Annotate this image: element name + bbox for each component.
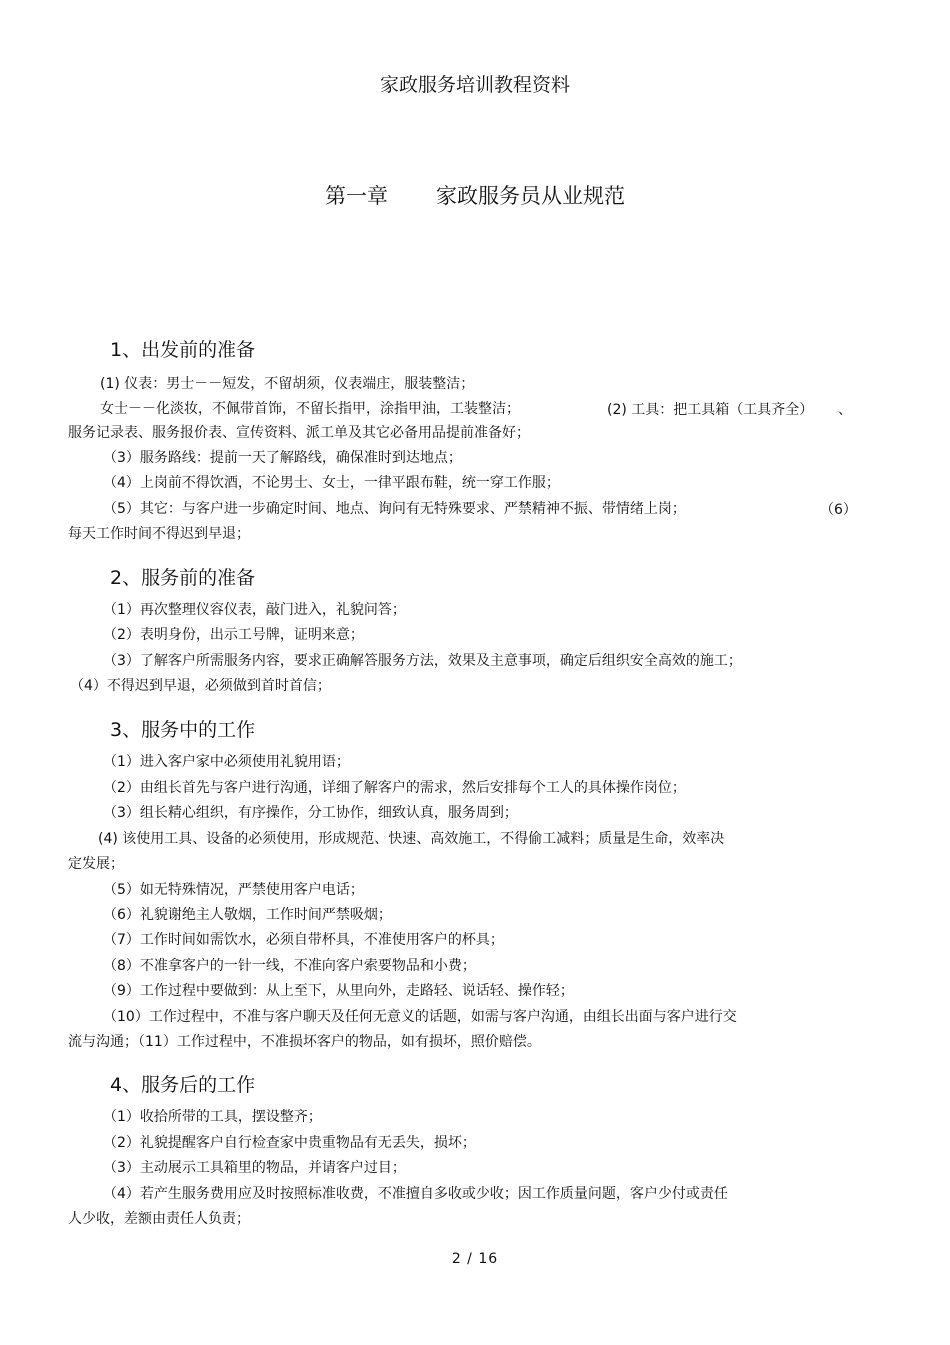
paragraph-line: 人少收，差额由责任人负责；	[68, 1211, 250, 1227]
section-heading-3: 3、服务中的工作	[110, 719, 256, 741]
paragraph-line: （6）礼貌谢绝主人敬烟，工作时间严禁吸烟；	[103, 907, 392, 923]
paragraph-line: （2）由组长首先与客户进行沟通，详细了解客户的需求，然后安排每个工人的具体操作岗位；	[103, 780, 686, 796]
paragraph-line: （8）不准拿客户的一针一线，不准向客户索要物品和小费；	[103, 958, 476, 974]
paragraph-line: （10）工作过程中，不准与客户聊天及任何无意义的话题，如需与客户沟通，由组长出面与客户进行交	[103, 1009, 737, 1025]
paragraph-line: （4）上岗前不得饮酒，不论男士、女士，一律平跟布鞋，统一穿工作服；	[103, 475, 560, 491]
section-heading-4: 4、服务后的工作	[110, 1074, 256, 1096]
paragraph-line: 流与沟通；（11）工作过程中，不准损坏客户的物品，如有损坏，照价赔偿。	[68, 1034, 541, 1050]
chapter-heading	[0, 180, 950, 210]
paragraph-line: （2）表明身份，出示工号牌，证明来意；	[103, 627, 364, 643]
paragraph-line: (1) 仪表：男士－－短发，不留胡须，仪表端庄，服装整洁；	[100, 376, 475, 392]
paragraph-line: （4）不得迟到早退，必须做到首时首信；	[70, 678, 331, 694]
paragraph-line: （5）如无特殊情况，严禁使用客户电话；	[103, 882, 364, 898]
paragraph-line: （1）收拾所带的工具，摆设整齐；	[103, 1109, 322, 1125]
paragraph-line: (4) 该使用工具、设备的必须使用，形成规范、快速、高效施工，不得偷工减料；质量是生命，效率决	[98, 831, 725, 847]
paragraph-line: （3）组长精心组织，有序操作，分工协作，细致认真，服务周到；	[103, 805, 518, 821]
paragraph-line: 每天工作时间不得迟到早退；	[68, 526, 250, 542]
paragraph-line: （1）进入客户家中必须使用礼貌用语；	[103, 754, 350, 770]
paragraph-line: （1）再次整理仪容仪表，敲门进入，礼貌问答；	[103, 602, 406, 618]
paragraph-line: （4）若产生服务费用应及时按照标准收费，不准擅自多收或少收；因工作质量问题，客户少付或责任	[103, 1186, 728, 1202]
page-number: 2 / 16	[451, 1251, 499, 1267]
section-heading-1: 1、出发前的准备	[110, 339, 256, 361]
paragraph-line: （2）礼貌提醒客户自行检查家中贵重物品有无丢失，损坏；	[103, 1135, 476, 1151]
paragraph-line: （3）主动展示工具箱里的物品，并请客户过目；	[103, 1160, 406, 1176]
paragraph-line: (2) 工具：把工具箱（工具齐全）	[607, 402, 814, 418]
paragraph-line: （5）其它：与客户进一步确定时间、地点、询问有无特殊要求、严禁精神不振、带情绪上岗；	[103, 501, 686, 517]
paragraph-line: （7）工作时间如需饮水，必须自带杯具，不准使用客户的杯具；	[103, 932, 504, 948]
paragraph-line: 、	[838, 402, 852, 418]
paragraph-line: 女士－－化淡妆，不佩带首饰，不留长指甲，涂指甲油，工装整洁；	[100, 401, 520, 417]
paragraph-line: （3）了解客户所需服务内容，要求正确解答服务方法，效果及主意事项，确定后组织安全高效的施工；	[103, 653, 742, 669]
paragraph-line: 定发展；	[68, 856, 124, 872]
chapter-number: 第一章	[325, 184, 388, 208]
chapter-title: 家政服务员从业规范	[436, 184, 625, 208]
paragraph-line: （3）服务路线：提前一天了解路线，确保准时到达地点；	[103, 450, 462, 466]
paragraph-line: 服务记录表、服务报价表、宣传资料、派工单及其它必备用品提前准备好；	[68, 425, 530, 441]
paragraph-line: （9）工作过程中要做到：从上至下，从里向外，走路轻、说话轻、操作轻；	[103, 983, 574, 999]
paragraph-line: （6）	[820, 502, 857, 518]
document-title: 家政服务培训教程资料	[379, 74, 570, 96]
section-heading-2: 2、服务前的准备	[110, 567, 256, 589]
